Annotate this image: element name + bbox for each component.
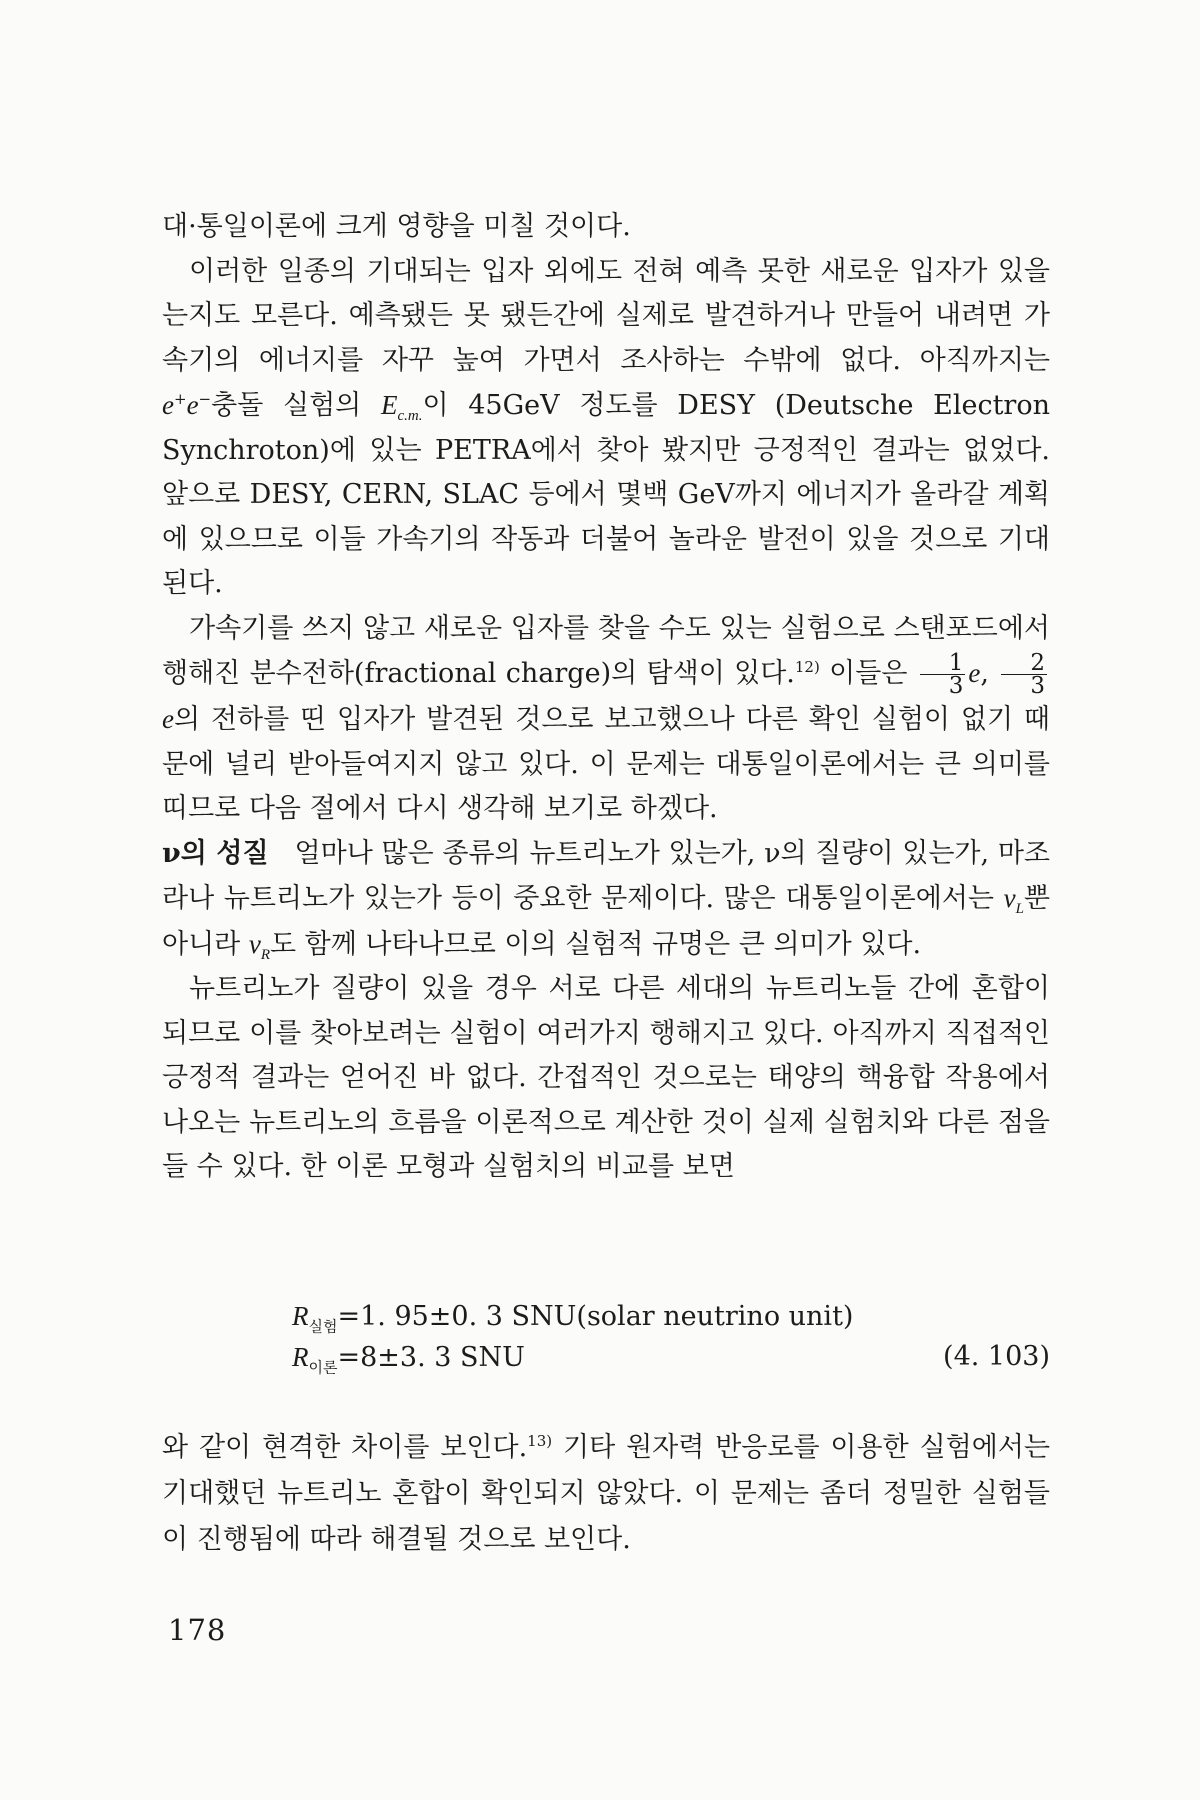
page-number: 178 <box>168 1613 227 1647</box>
paragraph-2 <box>162 250 1050 607</box>
equation-experiment <box>292 1296 1050 1337</box>
energy-symbol: E <box>380 390 398 420</box>
fraction-denominator: 3 <box>948 673 964 699</box>
equation-theory <box>292 1337 1050 1378</box>
electron-charge: − <box>198 390 212 408</box>
nu-subscript-r: R <box>260 946 270 963</box>
r-subscript-theory: 이론 <box>308 1358 338 1377</box>
nu-symbol-right: ν <box>248 928 261 959</box>
fraction-denominator: 3 <box>1030 673 1045 699</box>
closing-paragraph <box>162 1425 1050 1563</box>
closing-text-b: 기타 원자력 반응로를 이용한 실험에서는 기대했던 뉴트리노 혼합이 확인되지 않았다. 이 문제는 좀더 정밀한 실험들이 진행됨에 따라 해결될 것으로 보인다. <box>162 1432 1050 1555</box>
paragraph-5-text: 뉴트리노가 질량이 있을 경우 서로 다른 세대의 뉴트리노들 간에 혼합이 되므로 이를 찾아보려는 실험이 여러가지 행해지고 있다. 아직까지 직접적인 긍정적 결과는 얻어진 바 없다. 간접적인 것으로는 태양의 핵융합 작용에서 나오는 뉴트리노의 흐름을 이론적으로 계산한 것이 실제 실험치와 다른 점을 들 수 있다. 한 이론 모형과 실험치의 비교를 보면 <box>162 973 1050 1182</box>
reference-13: 13) <box>527 1432 553 1450</box>
fraction-one-third <box>920 652 966 697</box>
closing-text-a: 와 같이 현격한 차이를 보인다. <box>162 1432 528 1463</box>
electron-symbol-2: e <box>186 390 199 420</box>
nu-subscript-l: L <box>1015 901 1024 918</box>
paragraph-2-text-b: 충돌 실험의 <box>211 390 381 421</box>
fraction-two-thirds <box>1001 652 1047 697</box>
run-in-heading: ν의 성질 <box>162 837 269 869</box>
nu-symbol-left: ν <box>1003 883 1016 913</box>
paragraph-3 <box>162 607 1050 832</box>
charge-e-symbol-2: e <box>162 704 174 734</box>
body-text <box>162 205 1050 1190</box>
r-symbol: R <box>292 1301 309 1331</box>
comma: , <box>980 658 999 689</box>
paragraph-4 <box>162 832 1050 968</box>
reference-12: 12) <box>794 658 820 676</box>
paragraph-2-text-a: 이러한 일종의 기대되는 입자 외에도 전혀 예측 못한 새로운 입자가 있을는지도 모른다. 예측됐든 못 됐든간에 실제로 발견하거나 만들어 내려면 가속기의 에너지를 자꾸 높여 가면서 조사하는 수밖에 없다. 아직까지는 <box>162 255 1050 376</box>
equation-block <box>292 1296 1050 1378</box>
paragraph-1-text: 대·통일이론에 크게 영향을 미칠 것이다. <box>162 211 631 242</box>
r-symbol: R <box>292 1342 309 1372</box>
paragraph-3-text-b: 이들은 <box>819 658 917 689</box>
paragraph-4-text-c: 도 함께 나타나므로 이의 실험적 규명은 큰 의미가 있다. <box>270 928 922 960</box>
electron-symbol: e <box>162 390 174 420</box>
equation-theory-value: =8±3. 3 SNU <box>337 1342 525 1373</box>
paragraph-4-text-b: 뿐 아니라 <box>162 883 1050 960</box>
paragraph-5 <box>162 967 1050 1190</box>
fraction-numerator: 1 <box>920 652 966 675</box>
equation-experiment-value: =1. 95±0. 3 SNU(solar neutrino unit) <box>337 1301 854 1332</box>
charge-e-symbol: e <box>968 658 981 688</box>
r-subscript-experiment: 실험 <box>308 1317 338 1336</box>
paragraph-3-text-a: 가속기를 쓰지 않고 새로운 입자를 찾을 수도 있는 실험으로 스탠포드에서 행해진 분수전하(fractional charge)의 탐색이 있다. <box>162 612 1050 689</box>
fraction-numerator: 2 <box>1001 652 1047 675</box>
paragraph-1 <box>162 205 1050 250</box>
energy-subscript: c.m. <box>397 408 423 425</box>
positron-charge: + <box>173 390 187 408</box>
paragraph-3-text-c: 의 전하를 띤 입자가 발견된 것으로 보고했으나 다른 확인 실험이 없기 때문에 널리 받아들여지지 않고 있다. 이 문제는 대통일이론에서는 큰 의미를 띠므로 다음 절에서 다시 생각해 보기로 하겠다. <box>162 704 1050 824</box>
paragraph-4-text-a: 얼마나 많은 종류의 뉴트리노가 있는가, ν의 질량이 있는가, 마조라나 뉴트리노가 있는가 등이 중요한 문제이다. 많은 대통일이론에서는 <box>162 837 1050 914</box>
equation-number: (4. 103) <box>943 1341 1050 1372</box>
paragraph-2-text-c: 이 45GeV 정도를 DESY (Deutsche Electron Synchroton)에 있는 PETRA에서 찾아 봤지만 긍정적인 결과는 없었다. 앞으로 DESY, CERN, SLAC 등에서 몇백 GeV까지 에너지가 올라갈 계획에 있으므로 이들 가속기의 작동과 더불어 놀라운 발전이 있을 것으로 기대된다. <box>162 390 1050 599</box>
